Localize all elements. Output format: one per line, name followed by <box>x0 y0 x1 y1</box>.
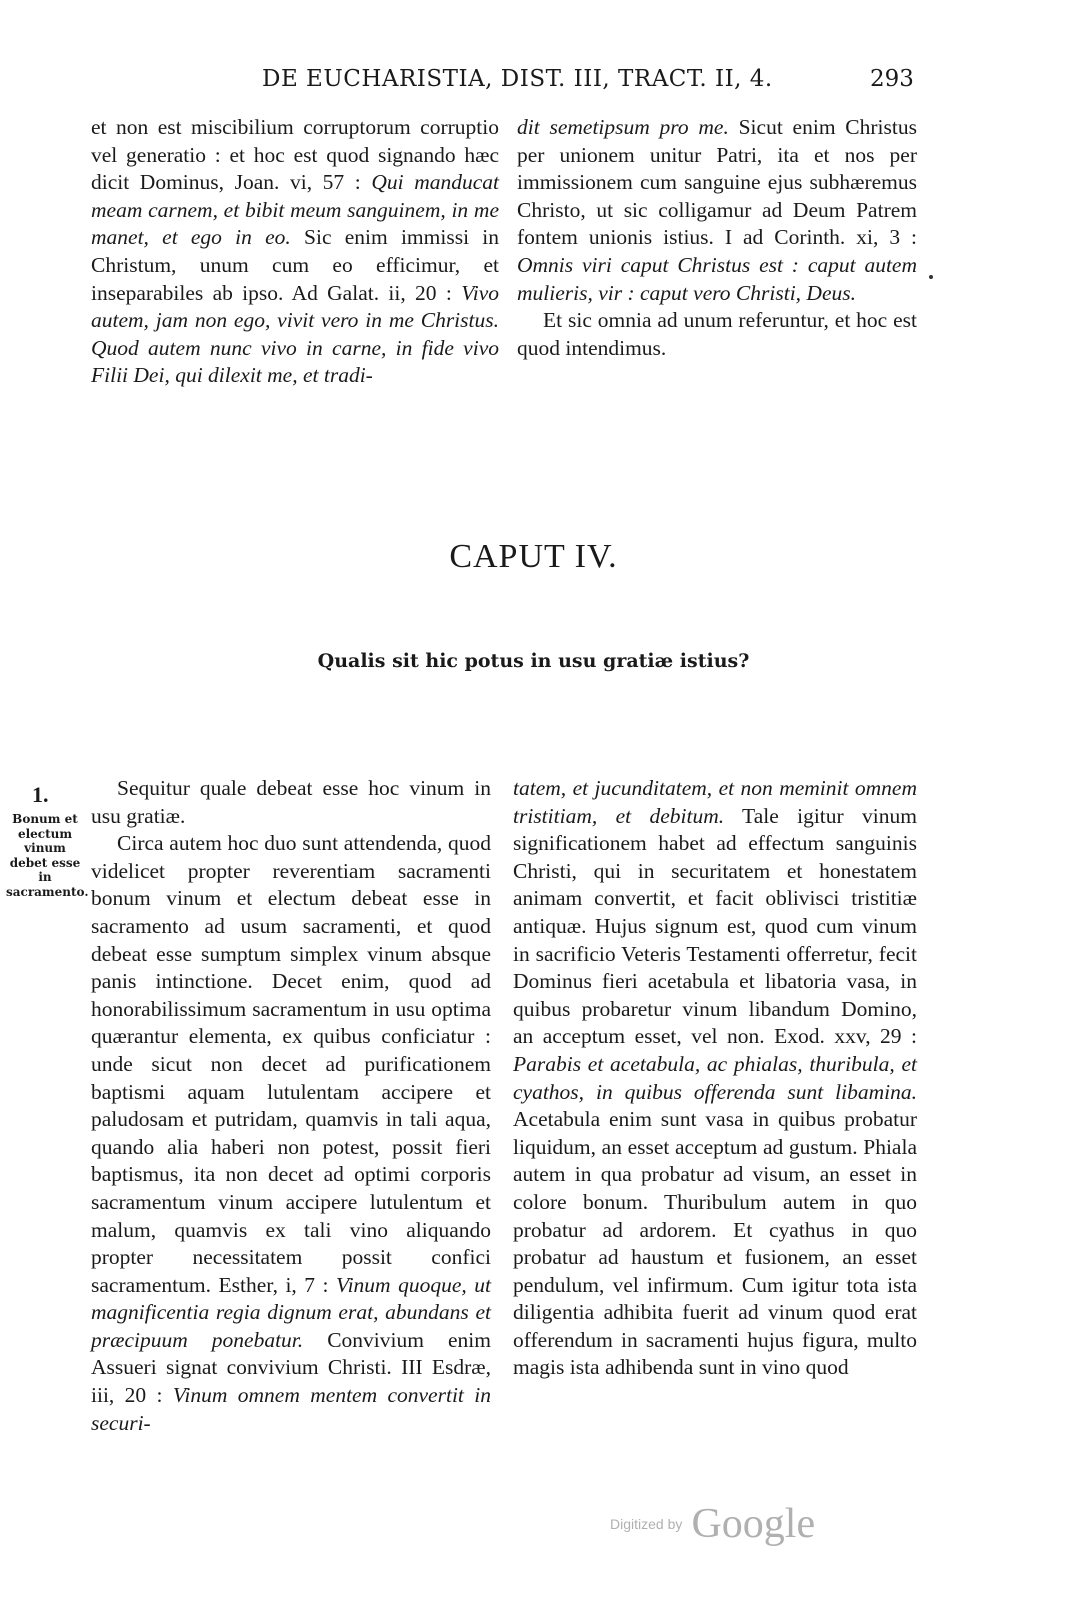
running-header <box>0 66 1067 96</box>
top-left-column <box>91 114 499 390</box>
text-run: Sicut enim Christus per unionem unitur Patri, ita et nos per immissionem cum sanguine ejus subhæremus Christo, ut sic colligamur ad Deum Patrem fontem unionis istius. I ad Corinth. xi, 3 : <box>517 115 917 250</box>
paragraph <box>517 114 917 307</box>
google-logo: Google <box>691 1501 816 1547</box>
text-run: Tale igitur vinum significationem habet ad effectum sanguinis Christi, qui in securitatem et honestatem animam convertit, et facit oblivisci tristitiæ antiquæ. Hujus signum est, quod cum vinum in sacrificio Veteris Testamenti offerretur, fecit Dominus fieri acetabula et libatoria vasa, in quibus probaretur vinum libandum Domino, an acceptum esset, vel non. Exod. xxv, 29 : <box>513 803 917 1049</box>
paragraph <box>91 114 499 390</box>
scripture-quote: dit semetipsum pro me. <box>517 115 729 139</box>
text-run: Circa autem hoc duo sunt attendenda, quod videlicet propter reverentiam sacramenti bonum vinum et electum debeat esse in sacramento ad usum sacramenti, et quod debeat esse sumptum simplex vinum absque panis intinctione. Decet enim, quod ad honorabilissimum sacramentum in usu optima quærantur elementa, ex quibus conficiatur : unde sicut non decet ad purificationem baptismi aquam lutulentam accipere et paludosam et putridam, quamvis in tali aqua, quando alia haberi non potest, possit fieri baptismus, ita non decet ad optimi corporis sacramentum vinum accipere lutulentum et malum, quamvis ex tali vino aliquando propter necessitatem possit confici sacramentum. Esther, i, 7 : <box>91 831 491 1297</box>
scripture-quote: Vivo autem, jam non ego, vivit vero in me Christus. Quod autem nunc vivo in carne, in fide vivo Filii Dei, qui dilexit me, et tradi- <box>91 280 499 388</box>
scripture-quote: Qui manducat meam carnem, et bibit meum sanguinem, in me manet, et ego in eo. <box>91 170 499 250</box>
chapter-subtitle: Qualis sit hic potus in usu gratiæ istius? <box>317 650 750 672</box>
watermark-prefix: Digitized by <box>610 1516 683 1532</box>
text-run: Sic enim immissi in Christum, unum cum eo efficimur, et inseparabiles ab ipso. Ad Galat. ii, 20 : <box>91 225 499 305</box>
scripture-quote: tatem, et jucunditatem, et non meminit omnem tristitiam, et debitum. <box>513 776 917 828</box>
section-number: 1. <box>32 782 49 807</box>
bottom-left-column <box>91 775 491 1437</box>
paragraph <box>513 775 917 1382</box>
text-run: Acetabula enim sunt vasa in quibus probatur liquidum, an esset acceptum ad gustum. Phiala autem in qua probatur ad visum, an esset in colore bonum. Thuribulum autem in quo probatur ad ardorem. Et cyathus in quo probatur ad haustum et fusionem, an esset pendulum, vel infirmum. Cum igitur tota ista diligentia adhibita fuerit ad vinum quod erat offerendum in sacramenti hujus figura, multo magis ista adhibenda sunt in vino quod <box>513 1107 917 1380</box>
scripture-quote: Vinum quoque, ut magnificentia regia dignum erat, abundans et præcipuum ponebatur. <box>91 1272 491 1352</box>
paragraph: Et sic omnia ad unum referuntur, et hoc est quod intendimus. <box>517 308 917 360</box>
text-run: Convivium enim Assueri signat convivium Christi. III Esdræ, iii, 20 : <box>91 1327 492 1408</box>
scripture-quote: Omnis viri caput Christus est : caput autem mulieris, vir : caput vero Christi, Deus. <box>517 252 917 305</box>
digitization-watermark <box>610 1500 815 1548</box>
running-title: DE EUCHARISTIA, DIST. III, TRACT. II, 4. <box>262 66 773 92</box>
paragraph <box>91 830 491 1437</box>
paragraph: Sequitur quale debeat esse hoc vinum in usu gratiæ. <box>91 776 491 828</box>
scripture-quote: Parabis et acetabula, ac phialas, thuribula, et cyathos, in quibus offerenda sunt libamina. <box>513 1051 917 1104</box>
chapter-title: CAPUT IV. <box>449 538 618 575</box>
text-run: et non est miscibilium corruptorum corruptio vel generatio : et hoc est quod signando hæc dicit Dominus, Joan. vi, 57 : <box>91 115 499 195</box>
scripture-quote: Vinum omnem mentem convertit in securi- <box>91 1383 491 1435</box>
bottom-right-column <box>513 775 917 1382</box>
ink-speck <box>929 275 933 279</box>
page-number: 293 <box>870 66 914 92</box>
margin-note: Bonum et electum vinum debet esse in sacramento. <box>6 812 89 899</box>
top-right-column <box>517 114 917 362</box>
